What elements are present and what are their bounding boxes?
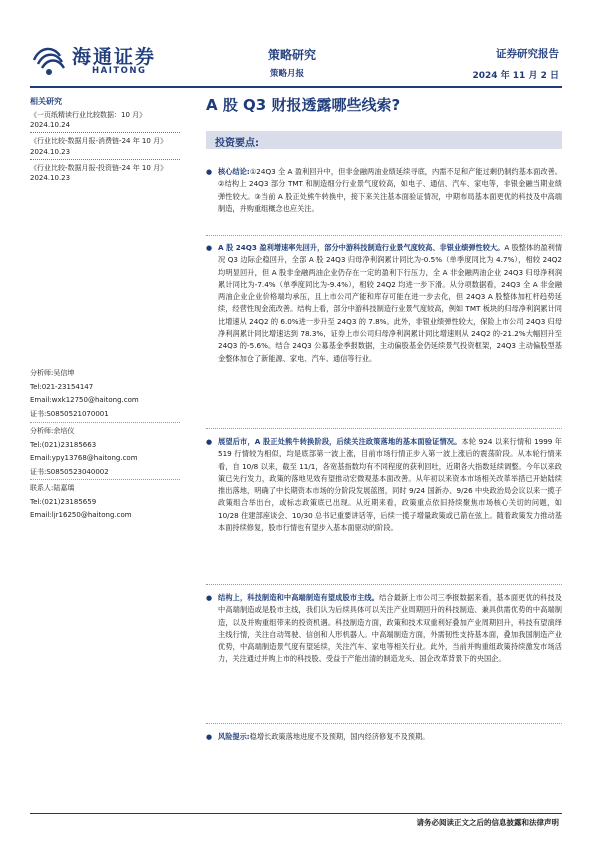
analyst-name: 分析师:余培仪	[30, 427, 75, 435]
related-item-title: 《行业比较-数据月报-投资链-24 年 10 月》	[30, 163, 168, 172]
report-subcategory: 策略月报	[270, 69, 305, 79]
related-divider	[30, 159, 180, 160]
paragraph-divider	[206, 723, 562, 724]
related-title: 相关研究	[30, 97, 62, 106]
analyst-tel: Tel:(021)23185659	[30, 497, 97, 506]
analyst-cert: 证书:S0850523040002	[30, 467, 109, 476]
invest-points-bar	[206, 131, 562, 149]
report-type: 证券研究报告	[496, 48, 559, 60]
key-point-paragraph	[206, 592, 562, 666]
footer-divider	[30, 813, 562, 814]
related-item-date: 2024.10.23	[30, 174, 71, 183]
report-category: 策略研究	[268, 48, 317, 62]
risk-paragraph	[206, 731, 562, 743]
related-item-date: 2024.10.23	[30, 147, 71, 156]
bullet-icon: ●	[206, 594, 213, 602]
sidebar-related	[30, 92, 180, 183]
paragraph-heading: 风险提示:	[218, 732, 250, 741]
analyst-divider	[30, 422, 180, 423]
analyst-block	[30, 425, 180, 479]
analyst-email[interactable]: Email:ljr16250@haitong.com	[30, 511, 132, 519]
related-item[interactable]	[30, 163, 180, 183]
paragraph-body: 稳增长政策落地进度不及预期，国内经济修复不及预期。	[249, 732, 430, 741]
related-divider	[30, 132, 180, 133]
haitong-emblem-icon	[30, 42, 68, 78]
logo-english-name: HAITONG	[92, 66, 147, 76]
page-title: A 股 Q3 财报透露哪些线索?	[206, 96, 401, 114]
key-point-paragraph	[206, 242, 562, 365]
analyst-name: 联系人:陆嘉瑀	[30, 484, 75, 492]
bullet-icon: ●	[206, 733, 213, 741]
paragraph-heading: 核心结论:	[218, 167, 250, 176]
analyst-email[interactable]: Email:ypy13768@haitong.com	[30, 454, 138, 462]
paragraph-body: 结合最新上市公司三季报数据来看，基本面更优的科技及中高端制造或是股市主线，我们认为后续具体可以关注产业周期回升的科技制造、兼具供需优势的中高端制造，以及并购重组带来的投资机遇。科技制造方面，政策和技术双重利好叠加产业周期回升，科技有望演绎主线行情，关注自动驾驶、信创和人形机器人。中高端制造方面，外需韧性支持基本面，叠加我国制造产业优势，中高端制造景气度有望延续，关注汽车、家电等相关行业。此外，当前并购重组政策持续激发市场活力，关注通过并购上市的科技股、受益于产能出清的制造龙头、国企改革背景下的央国企。	[218, 593, 562, 664]
header-divider	[30, 86, 562, 88]
analyst-tel: Tel:(021)23185663	[30, 440, 97, 449]
paragraph-body: ①24Q3 全 A 盈利回升中，但非金融两油业绩延续寻底，内需不足和产能过剩仍制约基本面改善。②结构上 24Q3 部分 TMT 和制造细分行业景气度较高，如电子、通信、汽车、家电等，非银金融当期业绩弹性较大。③当前 A 股正处熊牛转换中，接下来关注基本面验证情况，中期布局基本面更优的科技及中高端制造，并购重组概念也应关注。	[218, 167, 562, 213]
analyst-block	[30, 367, 180, 421]
report-date: 2024 年 11 月 2 日	[472, 71, 559, 81]
related-item-date: 2024.10.24	[30, 121, 71, 130]
paragraph-body: A 股整体的盈利情况 Q3 边际企稳回升，全部 A 股 24Q3 归母净利润累计同比为-0.5%（单季度同比为 4.7%），相较 24Q2 均明显回升，但 A 股非金融两油企业仍存在一定的盈利下行压力，全 A 非金融两油企业 24Q3 归母净利润累计同比为-7.4%（单季度同比为-9.4%），相较 24Q2 均进一步下滑。从分项数据看，24Q3 全 A 非金融两油企业企业价格端均承压，且上市公司产能和库存可能在进一步去化，但 24Q3 A 股整体加杠杆趋势延续，经营性现金流改善。结构上看，部分中游科技制造行业景气度较高，例如 TMT 板块的归母净利润累计同比增速从 24Q2 的 6.0%进一步升至 24Q3 的 7.8%。此外，非银业绩弹性较大，保险上市公司 24Q3 归母净利润累计同比增速达到 78.3%，证券上市公司归母净利润累计同比增速则从 24Q2 的-21.2%大幅回升至 24Q3 的-5.6%。结合 24Q3 公募基金季报数据，主动偏股基金仍延续景气投资框架，24Q3 主动偏股型基金整体加仓了新能源、家电、汽车、通信等行业。	[218, 243, 563, 363]
related-item[interactable]	[30, 136, 180, 156]
paragraph-body: 本轮 924 以来行情和 1999 年 519 行情较为相似，均是底部第一波上涨，目前市场行情正步入第一波上涨后的震荡阶段。从本轮行情来看，自 10/8 以来，截至 11/1，各宽基指数均有不同程度的获利回吐，近期各大指数延续调整。今年以来政策已先行发力，政策的落地见效有望推动宏微观基本面改善。从年初以来资本市场相关改革举措已开始陆续推出落地，明确了中长期资本市场的分阶段发展蓝图，同时 9/24 国新办、9/26 中央政治局会议以来一揽子政策组合举出台，或标志政策底已出现。从近期来看，政策重点依旧持续聚焦市场核心关切的问题，如 10/28 住建部座谈会、10/30 总书记重要讲话等，后续一揽子增量政策或已箭在弦上。随着政策发力推动基本面持续修复，股市行情也有望步入基本面驱动的阶段。	[218, 437, 562, 533]
paragraph-divider	[206, 235, 562, 236]
analyst-cert: 证书:S0850521070001	[30, 409, 109, 418]
invest-points-label: 投资要点:	[215, 138, 259, 149]
analyst-divider	[30, 479, 180, 480]
analyst-name: 分析师:吴信坤	[30, 369, 75, 377]
footer-disclaimer: 请务必阅读正文之后的信息披露和法律声明	[416, 818, 559, 827]
key-point-paragraph	[206, 166, 562, 215]
paragraph-heading: 展望后市，A 股正处熊牛转换阶段，后续关注政策落地的基本面验证情况。	[218, 437, 462, 446]
related-item[interactable]	[30, 110, 180, 130]
paragraph-heading: A 股 24Q3 盈利增速率先回升，部分中游科技制造行业景气度较高、非银业绩弹性较大。	[218, 243, 505, 252]
logo-chinese-name: 海通证券	[72, 46, 157, 68]
bullet-icon: ●	[206, 438, 213, 446]
bullet-icon: ●	[206, 168, 213, 176]
paragraph-heading: 结构上，科技制造和中高端制造有望成股市主线。	[218, 593, 380, 602]
paragraph-divider	[206, 428, 562, 429]
related-item-title: 《行业比较-数据月报-消费链-24 年 10 月》	[30, 137, 168, 146]
related-item-title: 《一页纸精读行业比较数据：10 月》	[30, 111, 147, 119]
analyst-email[interactable]: Email:wxk12750@haitong.com	[30, 396, 139, 404]
analyst-block	[30, 482, 180, 523]
bullet-icon: ●	[206, 244, 213, 252]
analyst-tel: Tel:021-23154147	[30, 382, 94, 391]
key-point-paragraph	[206, 436, 562, 534]
paragraph-divider	[206, 584, 562, 585]
